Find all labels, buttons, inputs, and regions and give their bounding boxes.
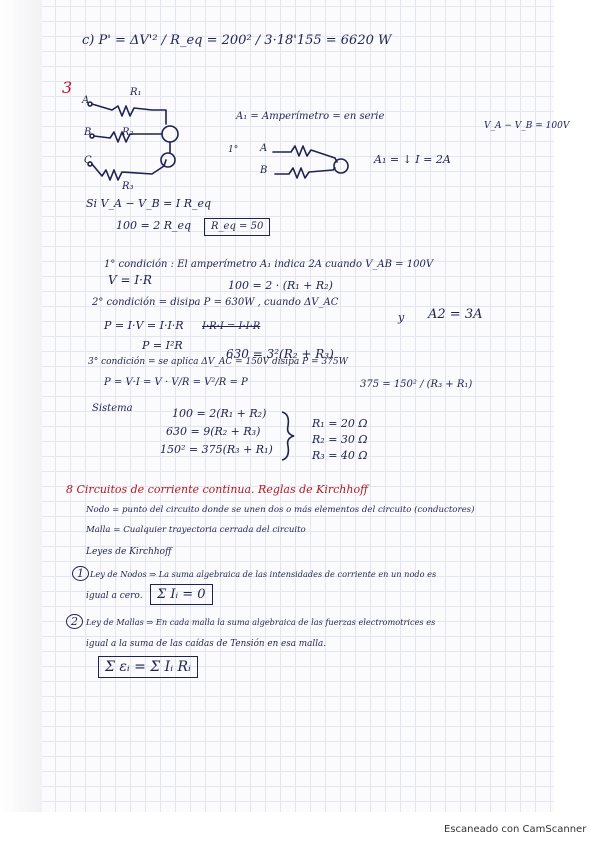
note-line-21: 2° condición = disipa P = 630W , cuando ΔV_AC — [92, 297, 339, 308]
node-label-b: B — [84, 127, 92, 138]
req-result-box: R_eq = 50 — [204, 218, 270, 236]
scanner-watermark: Escaneado con CamScanner — [444, 824, 587, 835]
resistor-label-r2: R₂ — [122, 127, 134, 138]
node-label-a: A — [82, 95, 90, 106]
law-1-text: Ley de Nodos ⇒ La suma algebraica de las intensidades de corriente en un nodo es — [90, 569, 437, 579]
note-line-19: V = I·R — [108, 273, 152, 287]
result-r1: R₁ = 20 Ω — [312, 417, 368, 430]
result-r2: R₂ = 30 Ω — [312, 433, 368, 446]
law-1-number: 1 — [72, 566, 89, 581]
resistor-label-r3: R₃ — [122, 181, 134, 192]
note-line-25-crossed: I·R·I = I·I·R — [202, 321, 261, 332]
note-line-18: 1° condición : El amperímetro A₁ indica 2A cuando V_AB = 100V — [104, 259, 434, 270]
resistor-label-r1: R₁ — [130, 87, 142, 98]
note-line-15: Si V_A − V_B = I R_eq — [86, 197, 212, 210]
note-line-27: 630 = 3²(R₂ + R₃) — [226, 347, 334, 361]
note-line-30: 375 = 150² / (R₃ + R₁) — [360, 379, 473, 390]
note-line-13: B — [260, 165, 268, 176]
law-2-number: 2 — [66, 614, 83, 629]
note-line-11: 1° — [228, 145, 239, 155]
law-2-text-cont: igual a la suma de las caídas de Tensión en esa malla. — [86, 639, 327, 649]
system-eq-2: 630 = 9(R₂ + R₃) — [166, 425, 261, 438]
law-1-formula-box: Σ Iᵢ = 0 — [150, 584, 213, 605]
note-line-09: A₁ = Amperímetro = en serie — [236, 111, 385, 122]
system-eq-1: 100 = 2(R₁ + R₂) — [172, 407, 267, 420]
note-line-22: y — [398, 311, 405, 324]
note-line-23: A2 = 3A — [428, 307, 483, 322]
note-line-24: P = I·V = I·I·R — [104, 319, 184, 332]
note-line-26: P = I²R — [142, 339, 183, 352]
system-eq-3: 150² = 375(R₃ + R₁) — [160, 443, 273, 456]
note-line-01: c) P' = ΔV'² / R_eq = 200² / 3·18'155 = 6620 W — [82, 33, 392, 48]
note-line-10: V_A − V_B = 100V — [484, 121, 570, 131]
system-brace — [278, 410, 298, 462]
note-line-20: 100 = 2 · (R₁ + R₂) — [228, 279, 333, 292]
scan-margin-left — [0, 0, 42, 812]
result-r3: R₃ = 40 Ω — [312, 449, 368, 462]
node-label-c: C — [84, 155, 92, 166]
law-2-formula-box: Σ εᵢ = Σ Iᵢ Rᵢ — [98, 656, 198, 678]
law-2-text: Ley de Mallas ⇒ En cada malla la suma algebraica de las fuerzas electromotrices es — [86, 617, 436, 627]
section-8-title: 8 Circuitos de corriente continua. Reglas de Kirchhoff — [66, 483, 368, 496]
definition-malla: Malla = Cualquier trayectoria cerrada del circuito — [86, 525, 306, 535]
exercise-number-3: 3 — [62, 78, 73, 97]
leyes-heading: Leyes de Kirchhoff — [86, 547, 172, 557]
note-line-12: A — [260, 143, 268, 154]
note-line-28: 3° condición = se aplica ΔV_AC = 150V disipa P = 375W — [88, 357, 348, 367]
note-line-29: P = V·I = V · V/R = V²/R = P — [104, 377, 248, 388]
circuit-diagram-ammeter-series — [255, 140, 365, 190]
definition-nodo: Nodo = punto del circuito donde se unen dos o más elementos del circuito (conductores) — [86, 505, 475, 515]
law-1-text-cont: igual a cero. — [86, 591, 143, 601]
note-line-16: 100 = 2 R_eq — [116, 219, 192, 232]
system-label: Sistema — [92, 403, 133, 414]
note-line-14: A₁ = ↓ I = 2A — [374, 153, 451, 166]
